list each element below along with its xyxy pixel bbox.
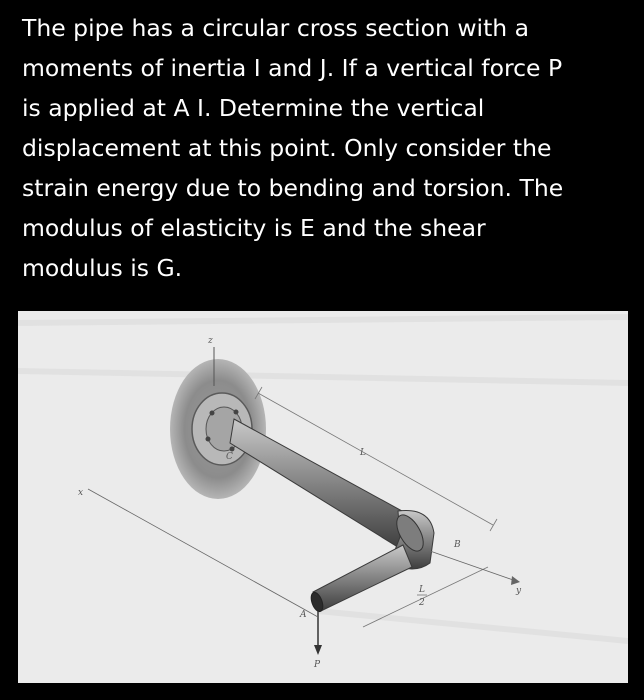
force-p-label: P bbox=[314, 660, 321, 670]
pipe-segment-long bbox=[230, 419, 413, 549]
x-axis-line bbox=[88, 489, 318, 617]
question-line-5: strain energy due to bending and torsion. The bbox=[22, 174, 564, 202]
y-axis-line bbox=[430, 551, 516, 581]
flange-bolt bbox=[210, 411, 215, 416]
point-b-label: B bbox=[454, 540, 461, 550]
point-c-label: C bbox=[226, 452, 233, 462]
dimension-half-l-den: 2 bbox=[419, 598, 425, 608]
y-axis-label: y bbox=[516, 586, 522, 596]
flange-bolt bbox=[206, 437, 211, 442]
question-line-7: modulus is G. bbox=[22, 254, 183, 282]
flange-bolt bbox=[234, 410, 239, 415]
flange-bolt bbox=[230, 447, 235, 452]
z-axis-label: z bbox=[208, 336, 213, 346]
pipe-figure bbox=[18, 311, 628, 683]
question-line-4: displacement at this point. Only consider the bbox=[22, 134, 552, 162]
pipe-segment-short bbox=[313, 545, 412, 611]
dimension-l-label: L bbox=[360, 448, 366, 458]
pipe-diagram bbox=[18, 311, 628, 683]
y-axis-arrowhead bbox=[511, 576, 520, 585]
question-line-1: The pipe has a circular cross section with a bbox=[22, 14, 530, 42]
x-axis-label: x bbox=[78, 488, 84, 498]
dimension-half-l-num: L bbox=[419, 585, 425, 595]
force-p-arrowhead bbox=[314, 645, 322, 655]
question-line-3: is applied at A I. Determine the vertical bbox=[22, 94, 485, 122]
point-a-label: A bbox=[300, 610, 307, 620]
question-line-6: modulus of elasticity is E and the shear bbox=[22, 214, 486, 242]
question-line-2: moments of inertia I and J. If a vertical force P bbox=[22, 54, 563, 82]
question-text bbox=[22, 8, 627, 288]
dimension-l-tick bbox=[490, 519, 497, 531]
